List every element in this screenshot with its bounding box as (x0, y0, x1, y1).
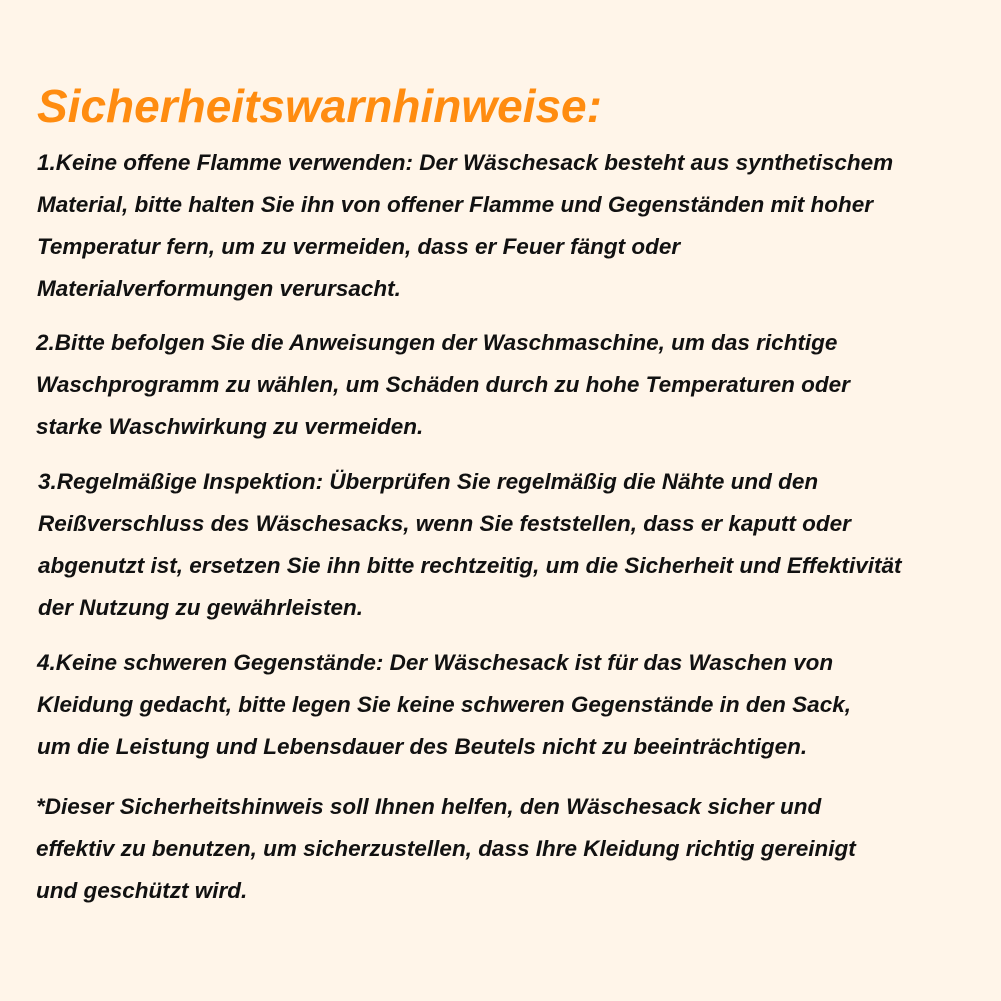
paragraph-line: abgenutzt ist, ersetzen Sie ihn bitte rechtzeitig, um die Sicherheit und Effektivität (38, 553, 902, 578)
warning-paragraph-inspection (38, 461, 901, 629)
paragraph-line: und geschützt wird. (36, 878, 248, 903)
paragraph-line: 2.Bitte befolgen Sie die Anweisungen der Waschmaschine, um das richtige (36, 330, 838, 355)
paragraph-line: Waschprogramm zu wählen, um Schäden durch zu hohe Temperaturen oder (36, 372, 850, 397)
warning-paragraph-washing-machine (36, 322, 850, 448)
warning-paragraph-heavy-objects (37, 642, 851, 768)
paragraph-line: Reißverschluss des Wäschesacks, wenn Sie feststellen, dass er kaputt oder (38, 511, 851, 536)
paragraph-line: der Nutzung zu gewährleisten. (38, 595, 364, 620)
paragraph-line: 4.Keine schweren Gegenstände: Der Wäschesack ist für das Waschen von (37, 650, 834, 675)
warning-paragraph-flame (37, 142, 893, 310)
paragraph-line: 3.Regelmäßige Inspektion: Überprüfen Sie regelmäßig die Nähte und den (38, 469, 819, 494)
paragraph-line: um die Leistung und Lebensdauer des Beutels nicht zu beeinträchtigen. (37, 734, 808, 759)
paragraph-line: starke Waschwirkung zu vermeiden. (36, 414, 424, 439)
safety-footnote (36, 786, 856, 912)
page-title: Sicherheitswarnhinweise: (37, 80, 602, 132)
paragraph-line: effektiv zu benutzen, um sicherzustellen, dass Ihre Kleidung richtig gereinigt (36, 836, 856, 861)
paragraph-line: 1.Keine offene Flamme verwenden: Der Wäschesack besteht aus synthetischem (37, 150, 894, 175)
paragraph-line: Materialverformungen verursacht. (37, 276, 401, 301)
paragraph-line: *Dieser Sicherheitshinweis soll Ihnen helfen, den Wäschesack sicher und (36, 794, 822, 819)
paragraph-line: Temperatur fern, um zu vermeiden, dass er Feuer fängt oder (37, 234, 681, 259)
paragraph-line: Kleidung gedacht, bitte legen Sie keine schweren Gegenstände in den Sack, (37, 692, 851, 717)
paragraph-line: Material, bitte halten Sie ihn von offener Flamme und Gegenständen mit hoher (37, 192, 873, 217)
